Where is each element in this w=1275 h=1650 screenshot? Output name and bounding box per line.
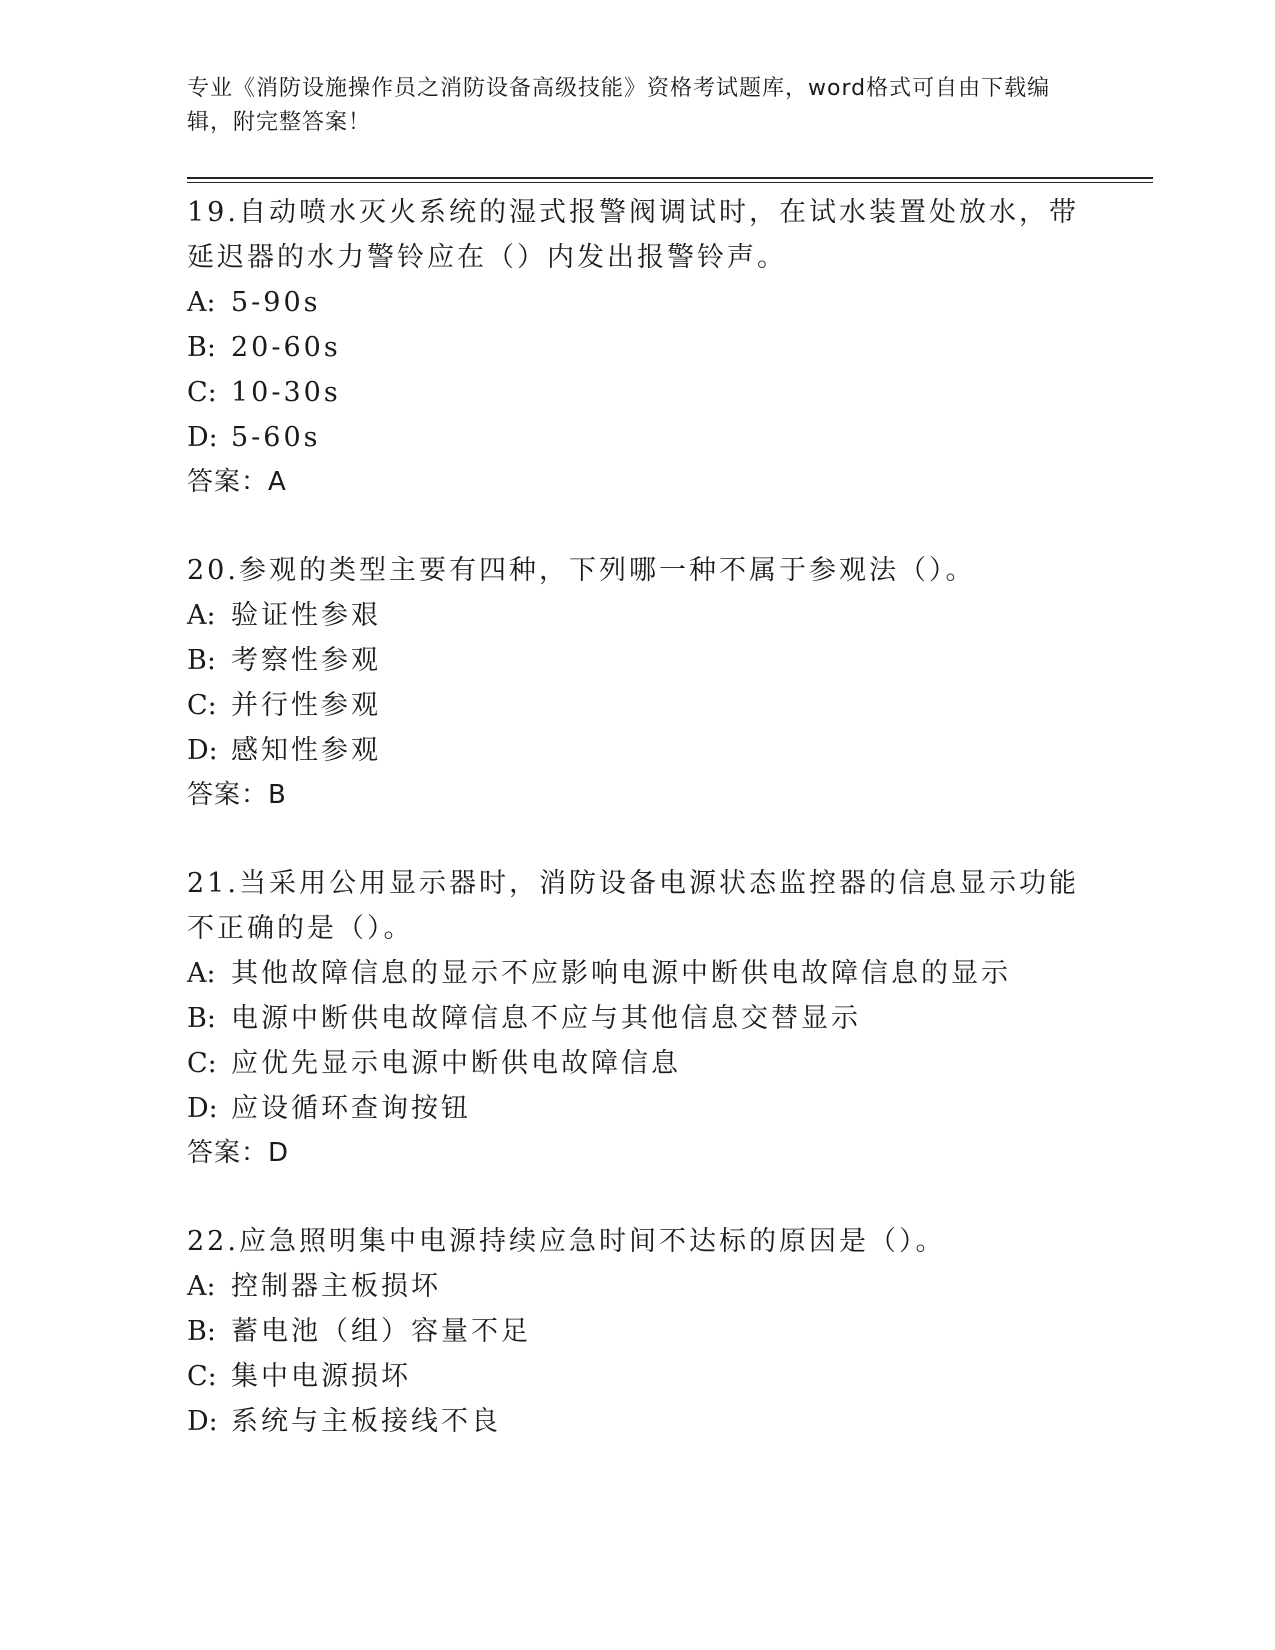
option-d [187,1399,1087,1444]
header-divider-thick [187,177,1153,179]
option-text: 5-60s [231,422,321,453]
option-c [187,1041,1087,1086]
option-b [187,1309,1087,1354]
question-21 [187,861,1087,1176]
option-key: D: [187,422,218,453]
option-key: B: [187,1316,216,1347]
option-b [187,638,1087,683]
option-c [187,1354,1087,1399]
answer-line: 答案：B [187,780,287,810]
option-key: C: [187,1361,217,1392]
question-19 [187,190,1087,505]
option-text: 考察性参观 [231,645,381,676]
document-header: 专业《消防设施操作员之消防设备高级技能》资格考试题库，word格式可自由下载编辑，附完整答案！ [187,76,1051,135]
question-22 [187,1219,1087,1444]
option-text: 控制器主板损坏 [231,1271,441,1302]
option-text: 应设循环查询按钮 [231,1093,471,1124]
option-key: A: [187,287,216,318]
option-text: 验证性参艰 [231,600,381,631]
answer-line: 答案：D [187,1138,290,1168]
option-c [187,683,1087,728]
option-text: 20-60s [231,332,341,363]
option-key: A: [187,600,216,631]
option-key: C: [187,1048,217,1079]
option-text: 并行性参观 [231,690,381,721]
question-20 [187,548,1087,818]
option-key: B: [187,645,216,676]
option-a [187,593,1087,638]
option-d [187,415,1087,460]
question-stem: 20.参观的类型主要有四种，下列哪一种不属于参观法（）。 [187,555,976,586]
option-key: A: [187,1271,216,1302]
option-a [187,280,1087,325]
option-a [187,951,1087,996]
option-b [187,996,1087,1041]
question-list [187,190,1087,1487]
question-stem: 22.应急照明集中电源持续应急时间不达标的原因是（）。 [187,1226,946,1257]
option-text: 10-30s [231,377,341,408]
option-text: 集中电源损坏 [231,1361,411,1392]
option-key: D: [187,1093,218,1124]
option-text: 其他故障信息的显示不应影响电源中断供电故障信息的显示 [231,958,1011,989]
option-text: 电源中断供电故障信息不应与其他信息交替显示 [231,1003,861,1034]
option-key: D: [187,1406,218,1437]
option-c [187,370,1087,415]
option-key: D: [187,735,218,766]
option-a [187,1264,1087,1309]
option-key: B: [187,1003,216,1034]
option-text: 5-90s [231,287,321,318]
option-d [187,1086,1087,1131]
option-b [187,325,1087,370]
option-text: 应优先显示电源中断供电故障信息 [231,1048,681,1079]
question-stem: 21.当采用公用显示器时，消防设备电源状态监控器的信息显示功能不正确的是（）。 [187,868,1079,944]
option-d [187,728,1087,773]
option-key: A: [187,958,216,989]
header-divider-thin [187,182,1153,183]
option-text: 系统与主板接线不良 [231,1406,501,1437]
answer-line: 答案：A [187,467,287,497]
question-stem: 19.自动喷水灭火系统的湿式报警阀调试时，在试水装置处放水，带延迟器的水力警铃应在（）内发出报警铃声。 [187,197,1079,273]
option-key: C: [187,690,217,721]
option-key: C: [187,377,217,408]
option-key: B: [187,332,216,363]
option-text: 蓄电池（组）容量不足 [231,1316,531,1347]
option-text: 感知性参观 [231,735,381,766]
